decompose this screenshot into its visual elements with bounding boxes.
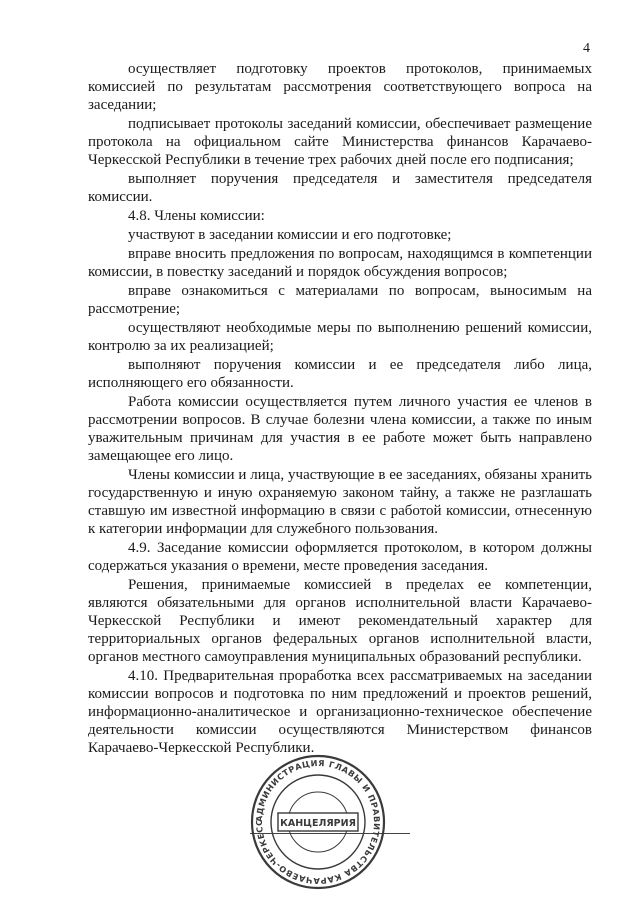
paragraph: вправе ознакомиться с материалами по вопросам, выносимым на рассмотрение; (88, 283, 592, 317)
paragraph: выполняют поручения комиссии и ее председателя либо лица, исполняющего его обязанности. (88, 357, 592, 391)
stamp-seal-image (248, 752, 388, 892)
office-stamp (248, 752, 388, 892)
section-4-10: 4.10. Предварительная проработка всех рассматриваемых на заседании комиссии вопросов и подготовка по ним предложений и проектов решений, информационно-аналитическое и организационно-техническое обеспечение деятельности комиссии осуществляются Министерством финансов Карачаево-Черкесской Республики. (88, 668, 592, 756)
section-heading-4-8: 4.8. Члены комиссии: (128, 208, 265, 224)
paragraph: осуществляет подготовку проектов протоколов, принимаемых комиссией по результатам рассмотрения соответствующего вопроса на заседании; (88, 61, 592, 113)
document-body (88, 60, 592, 758)
section-4-9: 4.9. Заседание комиссии оформляется протоколом, в котором должны содержаться указания о времени, месте проведения заседания. (88, 540, 592, 574)
paragraph: участвуют в заседании комиссии и его подготовке; (128, 227, 452, 243)
paragraph: осуществляют необходимые меры по выполнению решений комиссии, контролю за их реализацией; (88, 320, 592, 354)
paragraph: вправе вносить предложения по вопросам, находящимся в компетенции комиссии, в повестку заседаний и порядок обсуждения вопросов; (88, 246, 592, 280)
paragraph: Члены комиссии и лица, участвующие в ее заседаниях, обязаны хранить государственную и иную охраняемую законом тайну, а также не разглашать ставшую им известной информацию в связи с работой комиссии, отнесенную к категории информации для служебного пользования. (88, 467, 592, 537)
page-number: 4 (583, 41, 590, 56)
paragraph: выполняет поручения председателя и заместителя председателя комиссии. (88, 171, 592, 205)
paragraph: Работа комиссии осуществляется путем личного участия ее членов в рассмотрении вопросов. В случае болезни члена комиссии, а также по иным уважительным причинам для участия в ее работе может быть направлено замещающее его лицо. (88, 394, 592, 464)
paragraph: Решения, принимаемые комиссией в пределах ее компетенции, являются обязательными для органов исполнительной власти Карачаево-Черкесской Республики и имеют рекомендательный характер для территориальных органов федеральных органов исполнительной власти, органов местного самоуправления муниципальных образований республики. (88, 577, 592, 665)
svg-text:КАНЦЕЛЯРИЯ: КАНЦЕЛЯРИЯ (280, 818, 356, 829)
svg-text:АДМИНИСТРАЦИЯ ГЛАВЫ И ПРАВИТЕЛ: АДМИНИСТРАЦИЯ ГЛАВЫ И ПРАВИТЕЛЬСТВА КАРАЧАЕВО-ЧЕРКЕСС (253, 757, 383, 887)
paragraph: подписывает протоколы заседаний комиссии, обеспечивает размещение протокола на официальном сайте Министерства финансов Карачаево-Черкесской Республики в течение трех рабочих дней после его подписания; (88, 116, 592, 168)
